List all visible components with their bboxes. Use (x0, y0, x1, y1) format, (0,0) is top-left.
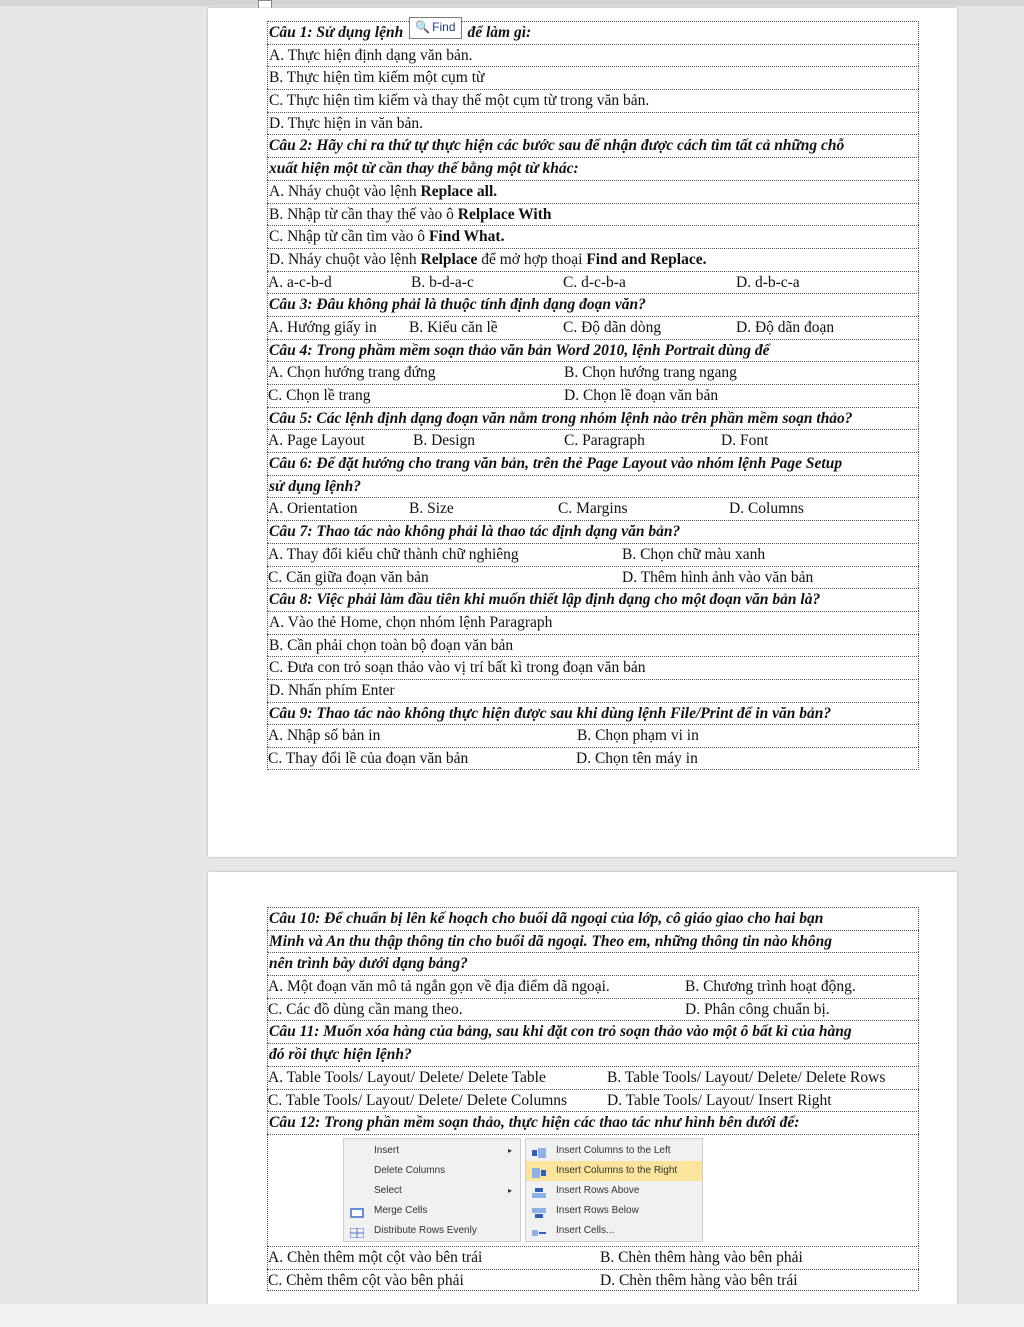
answer-line (267, 634, 919, 657)
answer-line (267, 611, 919, 634)
answer-option[interactable]: D. Chọn tên máy in (576, 750, 698, 767)
question-text: Câu 7: Thao tác nào không phải là thao tác định dạng văn bản? (269, 523, 681, 541)
question-text: Câu 12: Trong phần mềm soạn thảo, thực hiện các thao tác như hình bên dưới để: (269, 1114, 800, 1132)
answer-option[interactable]: A. Chèn thêm một cột vào bên trái (268, 1248, 483, 1266)
question-text: đó rồi thực hiện lệnh? (269, 1046, 412, 1064)
answer-option[interactable]: B. Table Tools/ Layout/ Delete/ Delete Rows (607, 1068, 886, 1086)
question-line (267, 339, 919, 362)
answer-text[interactable]: A. Thực hiện định dạng văn bản. (269, 46, 473, 64)
answer-text: để mở hợp thoại (477, 250, 587, 268)
question-text: sử dụng lệnh? (269, 477, 361, 495)
answer-option[interactable]: C. Paragraph (564, 432, 645, 450)
question-line (267, 930, 919, 953)
find-button-label: Find (432, 20, 456, 34)
answer-text: D. Nháy chuột vào lệnh (269, 250, 421, 268)
menu-item[interactable] (344, 1201, 520, 1221)
question-text: Câu 5: Các lệnh định dạng đoạn văn nằm trong nhóm lệnh nào trên phần mềm soạn thảo? (269, 409, 853, 427)
answer-option[interactable]: A. Chọn hướng trang đứng (268, 364, 436, 382)
answer-option[interactable]: A. Thay đổi kiểu chữ thành chữ nghiêng (268, 545, 519, 563)
answer-option[interactable]: D. Columns (729, 500, 804, 518)
menu-item-label: Merge Cells (374, 1204, 428, 1216)
menu-item[interactable] (344, 1221, 520, 1241)
answer-option[interactable]: D. d-b-c-a (736, 273, 800, 291)
answer-option[interactable]: B. b-d-a-c (411, 273, 474, 291)
question-line (267, 1111, 919, 1134)
answer-line (267, 225, 919, 248)
answer-line (267, 112, 919, 135)
insert-rows-above-icon (532, 1186, 546, 1196)
answer-line (267, 361, 919, 384)
answer-line (267, 180, 919, 203)
insert-columns-right-icon (532, 1166, 546, 1176)
question-text: Câu 9: Thao tác nào không thực hiện được sau khi dùng lệnh File/Print để in văn bản? (269, 704, 832, 722)
submenu-item[interactable] (526, 1161, 702, 1181)
question-line (267, 21, 919, 44)
answer-text[interactable]: B. Cần phải chọn toàn bộ đoạn văn bản (269, 636, 514, 654)
answer-option[interactable]: A. Nhập số bản in (268, 727, 381, 745)
answer-line (267, 316, 919, 339)
question-line (267, 475, 919, 498)
answer-option[interactable]: B. Chọn chữ màu xanh (622, 545, 766, 563)
context-menu-figure (343, 1138, 703, 1242)
submenu-item[interactable] (526, 1141, 702, 1161)
question-text: để làm gì: (467, 24, 532, 41)
answer-line (267, 1246, 919, 1269)
answer-line (267, 429, 919, 452)
answer-option[interactable]: C. Chọn lề trang (268, 387, 371, 404)
question-text: Câu 2: Hãy chỉ ra thứ tự thực hiện các bước sau để nhận được cách tìm tất cả những chỗ (269, 137, 845, 155)
answer-option[interactable]: A. Page Layout (268, 432, 365, 450)
binoculars-icon: 🔍 (415, 20, 431, 34)
answer-text[interactable]: D. Thực hiện in văn bản. (269, 114, 424, 132)
context-submenu-insert (525, 1138, 703, 1242)
menu-item[interactable] (344, 1181, 520, 1201)
answer-text[interactable]: D. Nhấn phím Enter (269, 681, 395, 699)
answer-option[interactable]: A. a-c-b-d (268, 273, 332, 291)
question-text: Câu 11: Muốn xóa hàng của bảng, sau khi đặt con trỏ soạn thảo vào một ô bất kì của hàng (269, 1023, 852, 1041)
answer-option[interactable]: D. Phân công chuẩn bị. (685, 1000, 830, 1018)
answer-option[interactable]: C. Căn giữa đoạn văn bản (268, 568, 429, 586)
answer-option[interactable]: A. Một đoạn văn mô tả ngắn gọn về địa điểm dã ngoại. (268, 978, 610, 996)
question-line (267, 134, 919, 157)
answer-line (267, 543, 919, 566)
answer-option[interactable]: C. d-c-b-a (563, 273, 626, 291)
bold-term: Find What. (428, 228, 505, 246)
answer-text: B. Nhập từ cần thay thế vào ô (269, 205, 458, 223)
submenu-item-label: Insert Rows Above (556, 1184, 640, 1196)
submenu-arrow-icon: ▸ (507, 1185, 512, 1195)
quiz-table-page-2 (267, 907, 919, 1291)
question-line (267, 1020, 919, 1043)
question-line (267, 293, 919, 316)
answer-option[interactable]: A. Orientation (268, 500, 358, 518)
answer-option[interactable]: B. Chèn thêm hàng vào bên phải (600, 1248, 803, 1266)
answer-option[interactable]: C. Thay đổi lề của đoạn văn bản (268, 750, 469, 767)
answer-line (267, 975, 919, 998)
answer-option[interactable]: D. Table Tools/ Layout/ Insert Right (607, 1091, 832, 1109)
answer-option[interactable]: B. Chương trình hoạt động. (685, 978, 856, 996)
insert-columns-left-icon (532, 1146, 546, 1156)
answer-text: A. Nháy chuột vào lệnh (269, 182, 421, 200)
answer-option[interactable]: D. Độ dãn đoạn (736, 318, 835, 336)
answer-line (267, 497, 919, 520)
answer-line (267, 998, 919, 1021)
answer-line (267, 66, 919, 89)
answer-option[interactable]: A. Table Tools/ Layout/ Delete/ Delete Table (268, 1068, 546, 1086)
answer-line (267, 89, 919, 112)
question-line (267, 1043, 919, 1066)
question-line (267, 588, 919, 611)
answer-option[interactable]: B. Chọn phạm vi in (577, 727, 699, 745)
answer-line (267, 1089, 919, 1112)
answer-line (267, 203, 919, 226)
answer-option[interactable]: B. Size (409, 500, 454, 518)
distribute-rows-icon (350, 1226, 364, 1236)
figure-line (267, 1134, 919, 1246)
question-text: Câu 1: Sử dụng lệnh (269, 24, 404, 41)
answer-option[interactable]: B. Chọn hướng trang ngang (564, 364, 737, 382)
status-bar (0, 1304, 1024, 1327)
answer-option[interactable]: B. Design (413, 432, 475, 450)
answer-text: C. Nhập từ cần tìm vào ô (269, 228, 429, 246)
answer-option[interactable]: B. Kiểu căn lề (409, 318, 498, 336)
menu-item-label: Insert (374, 1144, 400, 1156)
answer-line (267, 679, 919, 702)
question-text: xuất hiện một từ cần thay thế bằng một từ khác: (269, 160, 579, 178)
question-text: nên trình bày dưới dạng bảng? (269, 955, 468, 973)
answer-line (267, 724, 919, 747)
menu-item-label: Select (374, 1184, 402, 1196)
answer-line (267, 1066, 919, 1089)
submenu-item-label: Insert Columns to the Left (556, 1144, 671, 1156)
question-text: Câu 3: Đâu không phải là thuộc tính định dạng đoạn văn? (269, 296, 646, 314)
answer-option[interactable]: C. Độ dãn dòng (563, 318, 662, 336)
answer-text[interactable]: A. Vào thẻ Home, chọn nhóm lệnh Paragraph (269, 613, 553, 631)
answer-text[interactable]: C. Đưa con trỏ soạn thảo vào vị trí bất kì trong đoạn văn bản (269, 659, 646, 677)
menu-item-label: Delete Columns (374, 1164, 446, 1176)
answer-option[interactable]: D. Chọn lề đoạn văn bản (564, 387, 719, 404)
answer-line (267, 248, 919, 271)
question-text: Câu 10: Để chuẩn bị lên kế hoạch cho buổi dã ngoại của lớp, cô giáo giao cho hai bạn (269, 910, 824, 927)
answer-option[interactable]: C. Margins (558, 500, 628, 518)
menu-item[interactable] (344, 1161, 520, 1181)
answer-option[interactable]: D. Chèn thêm hàng vào bên trái (600, 1271, 798, 1289)
question-line (267, 407, 919, 430)
insert-rows-below-icon (532, 1206, 546, 1216)
question-line (267, 157, 919, 180)
answer-line (267, 656, 919, 679)
insert-cells-icon (532, 1226, 546, 1236)
bold-term: Relplace With (457, 205, 552, 223)
bold-term: Replace all. (420, 182, 498, 200)
answer-option[interactable]: C. Các đồ dùng cần mang theo. (268, 1000, 463, 1018)
answer-line (267, 384, 919, 407)
answer-line (267, 44, 919, 67)
question-line (267, 520, 919, 543)
menu-item[interactable] (344, 1141, 520, 1161)
question-text: Câu 4: Trong phầm mềm soạn thảo văn bản Word 2010, lệnh Portrait dùng để (269, 341, 770, 359)
question-line (267, 452, 919, 475)
answer-line (267, 747, 919, 770)
merge-cells-icon (350, 1206, 364, 1216)
answer-option[interactable]: D. Font (721, 432, 769, 450)
quiz-table-page-1 (267, 21, 919, 770)
answer-option[interactable]: A. Hướng giấy in (268, 318, 377, 336)
question-line (267, 952, 919, 975)
answer-text[interactable]: B. Thực hiện tìm kiếm một cụm từ (269, 69, 485, 87)
find-button[interactable] (409, 17, 461, 39)
submenu-item-label: Insert Cells... (556, 1224, 615, 1236)
submenu-item-label: Insert Rows Below (556, 1204, 639, 1216)
context-menu-left (343, 1138, 521, 1242)
bold-term: Relplace (420, 250, 478, 268)
answer-option[interactable]: D. Thêm hình ảnh vào văn bản (622, 568, 814, 586)
answer-option[interactable]: C. Table Tools/ Layout/ Delete/ Delete Columns (268, 1091, 568, 1109)
submenu-item[interactable] (526, 1201, 702, 1221)
question-text: Minh và An thu thập thông tin cho buổi dã ngoại. Theo em, những thông tin nào không (269, 932, 833, 950)
submenu-item[interactable] (526, 1221, 702, 1241)
submenu-item[interactable] (526, 1181, 702, 1201)
submenu-item-label: Insert Columns to the Right (556, 1164, 678, 1176)
ruler (0, 0, 1024, 6)
menu-item-label: Distribute Rows Evenly (374, 1224, 477, 1236)
question-line (267, 907, 919, 930)
bold-term: Find and Replace. (586, 250, 707, 268)
submenu-arrow-icon: ▸ (507, 1145, 512, 1155)
question-text: Câu 6: Để đặt hướng cho trang văn bản, trên thẻ Page Layout vào nhóm lệnh Page Setup (269, 455, 843, 473)
question-text: Câu 8: Việc phải làm đầu tiên khi muốn thiết lập định dạng cho một đoạn văn bản là? (269, 591, 821, 609)
answer-line (267, 1269, 919, 1292)
answer-line (267, 271, 919, 294)
answer-option[interactable]: C. Chèm thêm cột vào bên phải (268, 1271, 464, 1289)
answer-text[interactable]: C. Thực hiện tìm kiếm và thay thế một cụm từ trong văn bản. (269, 92, 650, 110)
question-line (267, 702, 919, 725)
answer-line (267, 566, 919, 589)
